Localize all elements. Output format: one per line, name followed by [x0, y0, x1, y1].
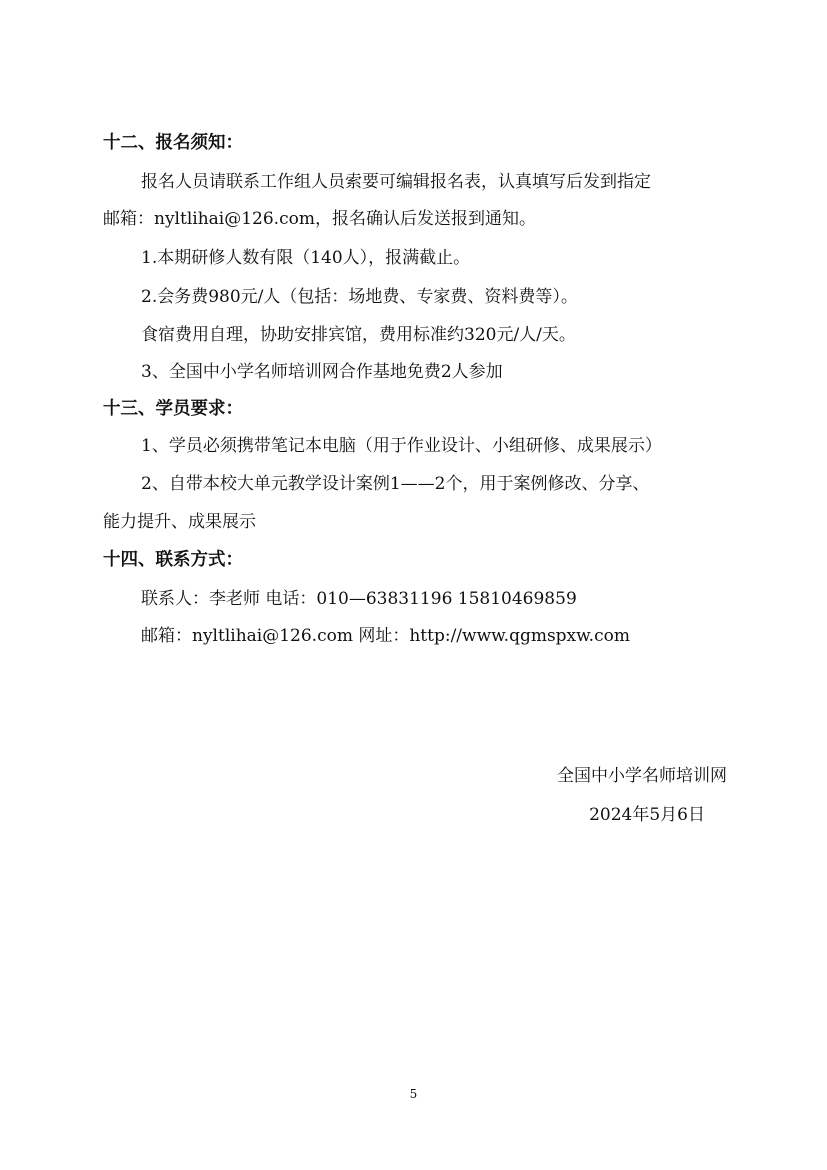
registration-item-2: 2.会务费980元/人（包括：场地费、专家费、资料费等）。 — [141, 287, 578, 307]
section-heading-registration: 十二、报名须知： — [103, 133, 243, 153]
signature-organization: 全国中小学名师培训网 — [557, 766, 727, 786]
requirements-item-2-line-2: 能力提升、成果展示 — [103, 512, 256, 532]
section-heading-requirements: 十三、学员要求： — [103, 399, 243, 419]
signature-date: 2024年5月6日 — [589, 805, 705, 825]
page-number: 5 — [409, 1087, 418, 1101]
contact-line-1: 联系人：李老师 电话：010—63831196 15810469859 — [141, 589, 577, 609]
contact-line-2: 邮箱：nyltlihai@126.com 网址：http://www.qgmspxw.com — [141, 626, 630, 646]
requirements-item-1: 1、学员必须携带笔记本电脑（用于作业设计、小组研修、成果展示） — [141, 436, 662, 456]
registration-item-1: 1.本期研修人数有限（140人），报满截止。 — [141, 248, 471, 268]
requirements-item-2-line-1: 2、自带本校大单元教学设计案例1——2个，用于案例修改、分享、 — [141, 474, 650, 494]
registration-paragraph-line-2: 邮箱：nyltlihai@126.com，报名确认后发送报到通知。 — [103, 209, 536, 229]
section-heading-contact: 十四、联系方式： — [103, 550, 243, 570]
registration-paragraph-line-1: 报名人员请联系工作组人员索要可编辑报名表，认真填写后发到指定 — [141, 172, 651, 192]
registration-item-2-note: 食宿费用自理，协助安排宾馆，费用标准约320元/人/天。 — [141, 325, 576, 345]
registration-item-3: 3、全国中小学名师培训网合作基地免费2人参加 — [141, 362, 503, 382]
